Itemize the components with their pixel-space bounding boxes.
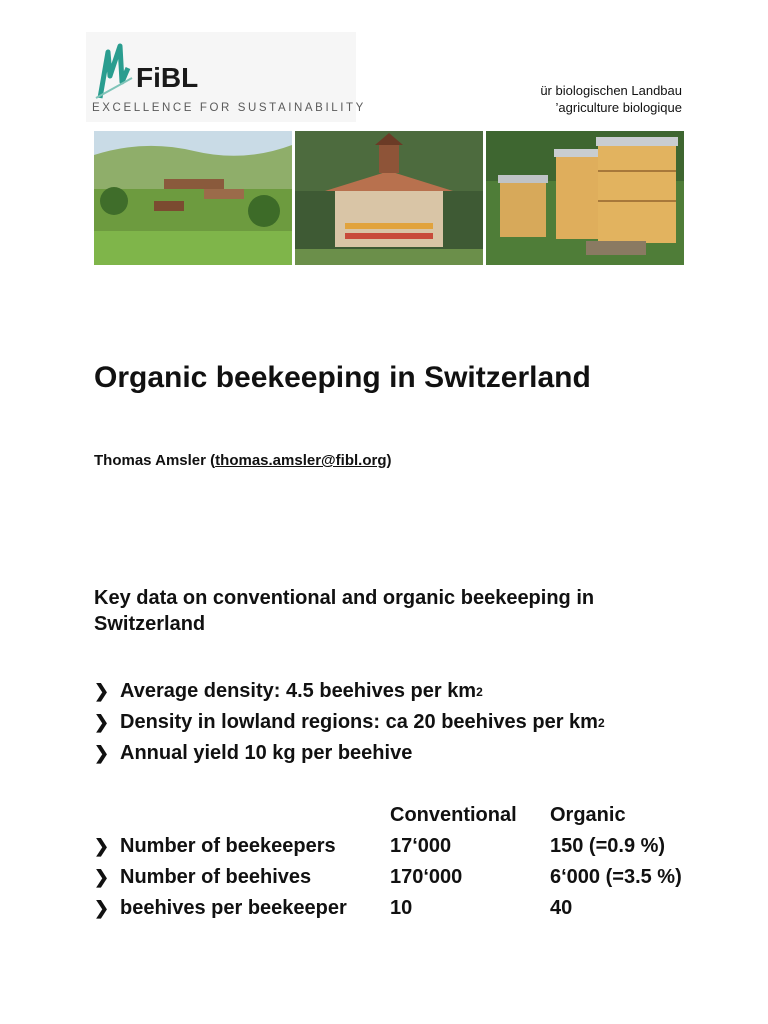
logo-tagline: EXCELLENCE FOR SUSTAINABILITY — [92, 102, 366, 114]
page-title: Organic beekeeping in Switzerland — [94, 361, 591, 394]
author-line — [94, 452, 391, 469]
chevron-right-icon: ❯ — [94, 867, 110, 887]
table-row-label-cell — [94, 866, 390, 889]
table-header-row — [94, 800, 710, 831]
section-heading: Key data on conventional and organic beekeeping in Switzerland — [94, 587, 595, 635]
photo-beehives — [486, 131, 684, 265]
chevron-right-icon: ❯ — [94, 836, 110, 856]
superscript: 2 — [597, 715, 605, 730]
table-row — [94, 893, 710, 924]
institute-line-2: ’agriculture biologique — [555, 100, 682, 115]
chevron-right-icon: ❯ — [94, 712, 110, 732]
comparison-table — [94, 800, 710, 924]
table-cell: 40 — [550, 897, 573, 919]
list-item-text: Density in lowland regions: ca 20 beehives per km — [120, 711, 598, 733]
table-cell: 6‘000 (=3.5 %) — [550, 866, 682, 888]
table-cell: 170‘000 — [390, 866, 463, 888]
superscript: 2 — [476, 684, 483, 699]
chevron-right-icon: ❯ — [94, 898, 110, 918]
list-item-text: Annual yield 10 kg per beehive — [120, 742, 413, 764]
table-row — [94, 862, 710, 893]
list-item — [94, 707, 605, 738]
chevron-right-icon: ❯ — [94, 743, 110, 763]
list-item — [94, 676, 605, 707]
table-cell: 150 (=0.9 %) — [550, 835, 666, 857]
table-cell: 10 — [390, 897, 413, 919]
institute-line-1: ür biologischen Landbau — [540, 83, 682, 98]
table-row — [94, 831, 710, 862]
table-header-organic: Organic — [550, 804, 626, 826]
logo-wordmark: FiBL — [136, 62, 199, 93]
author-close-paren: ) — [386, 452, 392, 469]
table-row-label-cell — [94, 897, 390, 920]
author-name: Thomas Amsler ( — [94, 452, 216, 469]
key-facts-list — [94, 676, 605, 769]
fibl-logo — [86, 32, 366, 122]
table-header-conventional: Conventional — [390, 804, 517, 826]
table-cell: 17‘000 — [390, 835, 452, 857]
chevron-right-icon: ❯ — [94, 681, 110, 701]
photo-bee-house — [295, 131, 483, 265]
table-row-label: beehives per beekeeper — [120, 897, 347, 919]
fibl-logo-mark-icon — [92, 38, 134, 102]
institute-name — [540, 82, 682, 116]
list-item — [94, 738, 605, 769]
photo-strip — [94, 131, 684, 265]
photo-landscape — [94, 131, 292, 265]
table-row-label: Number of beehives — [120, 866, 312, 888]
author-email-link[interactable]: thomas.amsler@fibl.org — [215, 452, 387, 469]
list-item-text: Average density: 4.5 beehives per km — [120, 680, 477, 702]
table-row-label-cell — [94, 835, 390, 858]
table-row-label: Number of beekeepers — [120, 835, 336, 857]
